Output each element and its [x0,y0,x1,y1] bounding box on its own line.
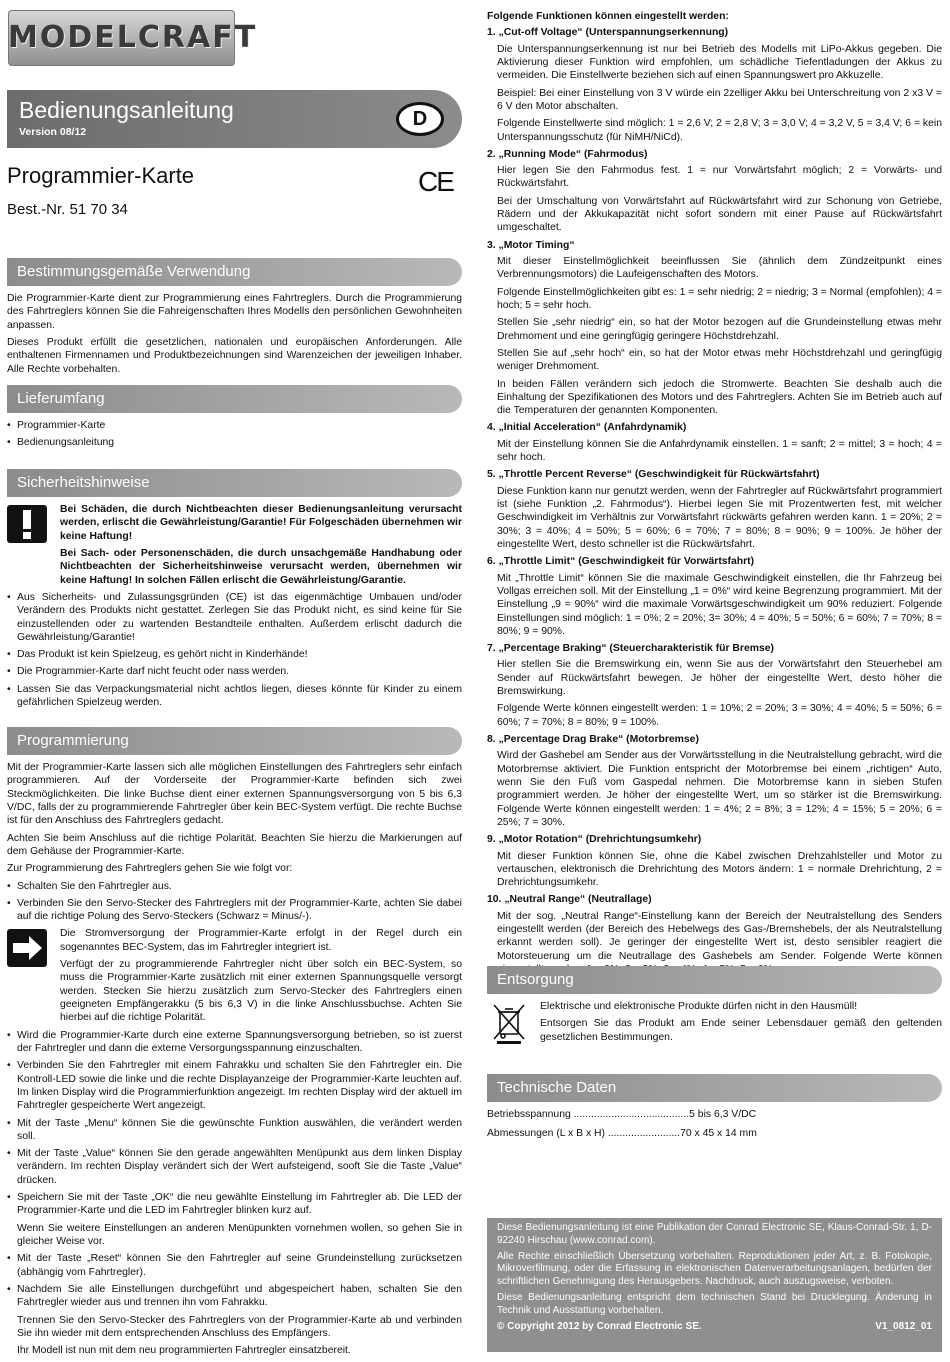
paragraph: Elektrische und elektronische Produkte dürfen nicht in den Hausmüll! [540,1001,858,1012]
paragraph: Mit dieser Einstellmöglichkeit beeinflussen Sie (ähnlich dem Zündzeitpunkt eines Verbrennungsmotors) die Laufeigenschaften des Motors. [497,256,942,281]
paragraph: Entsorgen Sie das Produkt am Ende seiner Lebensdauer gemäß den geltenden gesetzlichen Bestimmungen. [540,1018,942,1043]
paragraph: Diese Funktion kann nur genutzt werden, wenn der Fahrtregler auf Rückwärtsfahrt programmiert ist (siehe Funktion „2. Fahrmodus“). Hierbei legen Sie mit Prozentwerten fest, mit welcher Geschwindigkeit im Verhältnis zur Vorwärtsfahrt rückwärts gefahren werden kann. 1 = 20%; 2 = 30%; 3 = 40%; 4 = 50%; 5 = 60%; 6 = 70%; 7 = 80%; 8 = 90%; 9 = 100%. Je höher der eingestellte Wert, desto schneller ist die Rückwärtsfahrt. [497,485,942,550]
paragraph: Die Unterspannungserkennung ist nur bei Betrieb des Modells mit LiPo-Akkus gegeben. Die Aktivierung dieser Funktion wird empfohlen, um schädliche Tiefentladungen der Akkus zu vermeiden. Die Einstellwerte beziehen sich auf einen Spannungswert pro Akkuzelle. [497,43,942,82]
function-title: 6. „Throttle Limit“ (Geschwindigkeit für Vorwärtsfahrt) [487,556,755,568]
paragraph: Folgende Einstellmöglichkeiten gibt es: 1 = sehr niedrig; 2 = niedrig; 3 = Normal (empfohlen); 4 = hoch; 5 = sehr hoch. [497,286,942,311]
function-title: 9. „Motor Rotation“ (Drehrichtungsumkehr) [487,834,702,846]
copyright: © Copyright 2012 by Conrad Electronic SE. [497,1320,702,1332]
warning-exclamation-icon [7,505,47,543]
section-heading: Technische Daten [487,1074,942,1102]
list-item: • Speichern Sie mit der Taste „OK“ die neu gewählte Einstellung im Fahrtregler ab. Die LED der Programmier-Karte und die LED im Fahrtregler blinken kurz auf. [7,1191,462,1218]
paragraph: Stellen Sie „sehr niedrig“ ein, so hat der Motor bezogen auf die Grundeinstellung etwas mehr Drehmoment und eine geringfügig geringere Höchstdrehzahl. [497,317,942,342]
section-heading: Programmierung [7,727,462,755]
spec-label: Betriebsspannung ........................................ [487,1109,690,1120]
list-item: • Mit der Taste „Value“ können Sie den gerade angewählten Menüpunkt aus dem linken Display verändern. Im rechten Display verändert sich der Wert aufsteigend, sooft Sie die Taste „Value“ drücken. [7,1147,462,1187]
paragraph: Folgende Werte können eingestellt werden: 1 = 10%; 2 = 20%; 3 = 30%; 4 = 40%; 5 = 50%; 6 = 60%; 7 = 70%; 8 = 80%; 9 = 100%. [497,703,942,728]
spec-row [487,1108,942,1121]
list-item: • Nachdem Sie alle Einstellungen durchgeführt und abgespeichert haben, schalten Sie den Fahrtregler wieder aus und trennen ihn vom Fahrakku. [7,1283,462,1310]
paragraph: Diese Bedienungsanleitung ist eine Publikation der Conrad Electronic SE, Klaus-Conrad-Str. 1, D-92240 Hirschau (www.conrad.com). [497,1222,932,1246]
list-item: • Mit der Taste „Menu“ können Sie die gewünschte Funktion auswählen, die verändert werden soll. [7,1117,462,1144]
list-item: • Programmier-Karte [7,419,462,432]
crossed-bin-icon [491,1002,527,1048]
list-item: • Verbinden Sie den Fahrtregler mit einem Fahrakku und schalten Sie den Fahrtregler ein. Die Kontroll-LED sowie die linke und die rechte Displayanzeige der Programmier-Karte leuchten auf. Im linken Display wird die Programmierfunktion angezeigt. Im rechten Display wird der aktuell im Fahrtregler gespeicherte Wert angezeigt. [7,1059,462,1112]
list-item: • Mit der Taste „Reset“ können Sie den Fahrtregler auf seine Grundeinstellung zurücksetzen (abhängig vom Fahrtregler). [7,1252,462,1279]
function-title: 5. „Throttle Percent Reverse“ (Geschwindigkeit für Rückwärtsfahrt) [487,469,820,481]
paragraph: Alle Rechte einschließlich Übersetzung vorbehalten. Reproduktionen jeder Art, z. B. Fotokopie, Mikroverfilmung, oder die Erfassung in elektronischen Datenverarbeitungsanlagen, bedürfen der schriftlichen Genehmigung des Herausgebers. Nachdruck, auch auszugsweise, verboten. [497,1250,932,1288]
functions-list [487,7,942,980]
function-title: 4. „Initial Acceleration“ (Anfahrdynamik) [487,422,687,434]
paragraph: Achten Sie beim Anschluss auf die richtige Polarität. Beachten Sie hierzu die Markierungen auf dem Gehäuse der Programmier-Karte. [7,832,462,857]
brand-logo: MODELCRAFT [8,10,235,66]
warning-text: Bei Sach- oder Personenschäden, die durch unsachgemäße Handhabung oder Nichtbeachten der Sicherheitshinweise verursacht werden, übernehmen wir keine Haftung! In solchen Fällen erlischt die Gewährleistung/Garantie. [60,547,462,586]
spec-value: 5 bis 6,3 V/DC [689,1109,757,1120]
paragraph: Mit dieser Funktion können Sie, ohne die Kabel zwischen Drehzahlsteller und Motor zu vertauschen, elektronisch die Drehrichtung des Motors ändern: 1 = normale Drehrichtung, 2 = Drehrichtungsumkehr. [497,850,942,889]
section-heading: Lieferumfang [7,385,462,413]
publisher-footer [487,1218,942,1352]
function-title: 10. „Neutral Range“ (Neutrallage) [487,894,652,906]
function-title: 1. „Cut-off Voltage“ (Unterspannungserkennung) [487,27,729,39]
paragraph: Die Programmier-Karte dient zur Programmierung eines Fahrtreglers. Durch die Programmierung des Fahrtreglers können Sie die Fahreigenschaften Ihres Modells den persönlichen Gewohnheiten anpassen. [7,293,462,331]
spec-value: 70 x 45 x 14 mm [680,1128,757,1140]
section-intended-use [7,258,462,380]
paragraph: Mit der Einstellung können Sie die Anfahrdynamik einstellen. 1 = sanft; 2 = mittel; 3 = hoch; 4 = sehr hoch. [497,438,942,464]
section-programming [7,727,462,1362]
arrow-right-icon [7,929,47,967]
document-code: V1_0812_01 [875,1320,932,1332]
paragraph: Stellen Sie auf „sehr hoch“ ein, so hat der Motor etwas mehr Höchstdrehzahl und geringfügig weniger Drehmoment. [497,347,942,373]
functions-intro: Folgende Funktionen können eingestellt werden: [487,11,729,22]
paragraph: Diese Bedienungsanleitung entspricht dem technischen Stand bei Drucklegung. Änderung in Technik und Ausstattung vorbehalten. [497,1291,932,1316]
paragraph: Folgende Einstellwerte sind möglich: 1 = 2,6 V; 2 = 2,8 V; 3 = 3,0 V; 4 = 3,2 V, 5 = 3,4 V; 6 = kein Unterspannungsschutz (für NiMH/NiCd). [497,118,942,143]
paragraph: Beispiel: Bei einer Einstellung von 3 V würde ein 2zelliger Akku bei Unterschreitung von 2 x3 V = 6 V den Motor abschalten. [497,87,942,112]
list-item: • Die Programmier-Karte darf nicht feucht oder nass werden. [7,665,462,678]
list-item: • Bedienungsanleitung [7,436,462,449]
paragraph: Mit der Programmier-Karte lassen sich alle möglichen Einstellungen des Fahrtreglers sehr einfach programmieren. Auf der Vorderseite der Programmier-Karte befinden sich zwei Steckmöglichkeiten. Die linke Buchse dient einer externen Spannungsversorgung von 5 bis 6,3 V/DC, falls der zu programmierende Fahrtregler über kein BEC-System verfügt. Die rechte Buchse ist für den Anschluss des Fahrtreglers gedacht. [7,762,462,827]
function-title: 7. „Percentage Braking“ (Steuercharakteristik für Bremse) [487,643,775,655]
list-item: • Schalten Sie den Fahrtregler aus. [7,880,462,893]
country-badge: D [396,102,444,136]
header-banner [7,90,462,148]
section-heading: Sicherheitshinweise [7,469,462,497]
list-item: • Wird die Programmier-Karte durch eine externe Spannungsversorgung betrieben, so ist zuerst der Fahrtregler und dann die externe Versorgungsspannung einzuschalten. [7,1029,462,1056]
list-continuation: Ihr Modell ist nun mit dem neu programmierten Fahrtregler einsatzbereit. [17,1345,351,1357]
function-title: 3. „Motor Timing“ [487,239,575,251]
section-heading: Entsorgung [487,966,942,994]
section-heading: Bestimmungsgemäße Verwendung [7,258,462,286]
list-item: • Verbinden Sie den Servo-Stecker des Fahrtreglers mit der Programmier-Karte, achten Sie dabei auf die richtige Polung des Servo-Steckers (Schwarz = Minus/-). [7,897,462,924]
section-scope-of-delivery [7,385,462,454]
function-title: 2. „Running Mode“ (Fahrmodus) [487,148,648,160]
spec-row [487,1127,942,1140]
paragraph: Bei der Umschaltung von Vorwärtsfahrt auf Rückwärtsfahrt wird zur Schonung von Getriebe, Rädern und der Akkukapazität nicht sofort sondern mit einer Pause auf Rückwärtsfahrt umgeschaltet. [497,195,942,234]
list-item: • Lassen Sie das Verpackungsmaterial nicht achtlos liegen, dieses könnte für Kinder zu einem gefährlichen Spielzeug werden. [7,683,462,710]
paragraph: Hier stellen Sie die Bremswirkung ein, wenn Sie aus der Vorwärtsfahrt den Steuerhebel am Sender auf Rückwärtsfahrt bewegen. Je höher der eingestellte Wert, desto höher die Bremswirkung. [497,659,942,698]
section-safety [7,469,462,713]
note-text: Die Stromversorgung der Programmier-Karte erfolgt in der Regel durch ein sogenanntes BEC-System, das im Fahrtregler integriert ist. [60,928,462,953]
manual-title: Bedienungsanleitung [19,97,234,123]
function-title: 8. „Percentage Drag Brake“ (Motorbremse) [487,734,699,745]
note-text: Verfügt der zu programmierende Fahrtregler nicht über solch ein BEC-System, so muss die Programmier-Karte zusätzlich mit einer externen Spannungsquelle versorgt werden. Stecken Sie hierzu zusätzlich zum Servo-Stecker des Fahrtreglers einen geeigneten Empfängerakku (5 bis 6,3 V) in die linke Anschlussbuchse. Achten Sie hierbei auf die richtige Polarität. [60,959,462,1024]
paragraph: Mit der sog. „Neutral Range“-Einstellung kann der Bereich der Neutralstellung des Senders eingestellt werden (der Bereich des Hebelwegs des Gas-/Bremshebels, der als Neutralstellung erkannt werden soll). Je geringer der eingestellte Wert ist, desto sensibler reagiert die Motorsteuerung um die Neutrallage des Gashebels am Sender. Folgende Werte können [497,910,942,962]
paragraph: Dieses Produkt erfüllt die gesetzlichen, nationalen und europäischen Anforderungen. Alle enthaltenen Firmennamen und Produktbezeichnungen sind Warenzeichen der jeweiligen Inhaber. Alle Rechte vorbehalten. [7,336,462,375]
paragraph: Mit „Throttle Limit“ können Sie die maximale Geschwindigkeit einstellen, die Ihr Fahrzeug bei Vollgas erreichen soll. Mit der Einstellung „1 = 0%“ wird keine Begrenzung programmiert. Mit der Einstellung „9 = 90%“ wird die maximale Vorwärtsgeschwindigkeit um 90% reduziert. Folgende Einstellungen sind möglich: 1 = 0%; 2 = 20%; 3= 30%; 4 = 40%; 5 = 50%; 6 = 60%; 7 = 70%; 8 = 80%; 9 = 90%. [497,572,942,637]
list-continuation: Wenn Sie weitere Einstellungen an anderen Menüpunkten vornehmen wollen, so gehen Sie in gleicher Weise vor. [17,1222,462,1247]
list-item: • Aus Sicherheits- und Zulassungsgründen (CE) ist das eigenmächtige Umbauen und/oder Verändern des Produkts nicht gestattet. Zerlegen Sie das Produkt nicht, es sind keine für Sie einzustellenden oder zu wartenden Bestandteile enthalten. Außerdem erlischt dadurch die Gewährleistung/Garantie! [7,591,462,644]
spec-label: Abmessungen (L x B x H) ......................... [487,1128,681,1140]
section-technical-data [487,1074,942,1141]
list-item: • Das Produkt ist kein Spielzeug, es gehört nicht in Kinderhände! [7,648,462,661]
paragraph: Wird der Gashebel am Sender aus der Vorwärtsstellung in die Neutralstellung gebracht, wird die Motorbremse aktiviert. Die Funktion entspricht der Motorbremse bei einem „richtigen“ Auto, wenn Sie den Fuß vom Gaspedal nehmen. Die Motorbremse kann in sieben Stufen programmiert werden. Je höher der eingestellte Wert, um so stärker ist die Bremswirkung. Folgende Werte können eingestellt werden: 1 = 4%; 2 = 8%; 3 = 12%; 4 = 15%; 5 = 20%; 6 = 25%; 7 = 30%. [497,750,942,828]
paragraph: Zur Programmierung des Fahrtreglers gehen Sie wie folgt vor: [7,863,293,875]
order-number: Best.-Nr. 51 70 34 [7,201,128,218]
section-disposal [487,966,942,1048]
product-title: Programmier-Karte [7,163,195,188]
ce-mark-icon: CE [418,166,453,197]
paragraph: Hier legen Sie den Fahrmodus fest. 1 = nur Vorwärtsfahrt möglich; 2 = Vorwärts- und Rückwärtsfahrt. [497,165,942,190]
list-continuation: Trennen Sie den Servo-Stecker des Fahrtreglers von der Programmier-Karte ab und verbinden Sie ihn wieder mit dem entsprechenden Anschluss des Empfängers. [17,1314,462,1339]
version-label: Version 08/12 [19,126,87,138]
paragraph: In beiden Fällen verändern sich jedoch die Stromwerte. Beachten Sie deshalb auch die Einhaltung der Spezifikationen des Motors und des Fahrtreglers. Achten Sie im Betrieb auch auf die Temperaturen der genannten Komponenten. [497,378,942,417]
warning-text: Bei Schäden, die durch Nichtbeachten dieser Bedienungsanleitung verursacht werden, erlischt die Gewährleistung/Garantie! Für Folgeschäden übernehmen wir keine Haftung! [60,504,462,542]
